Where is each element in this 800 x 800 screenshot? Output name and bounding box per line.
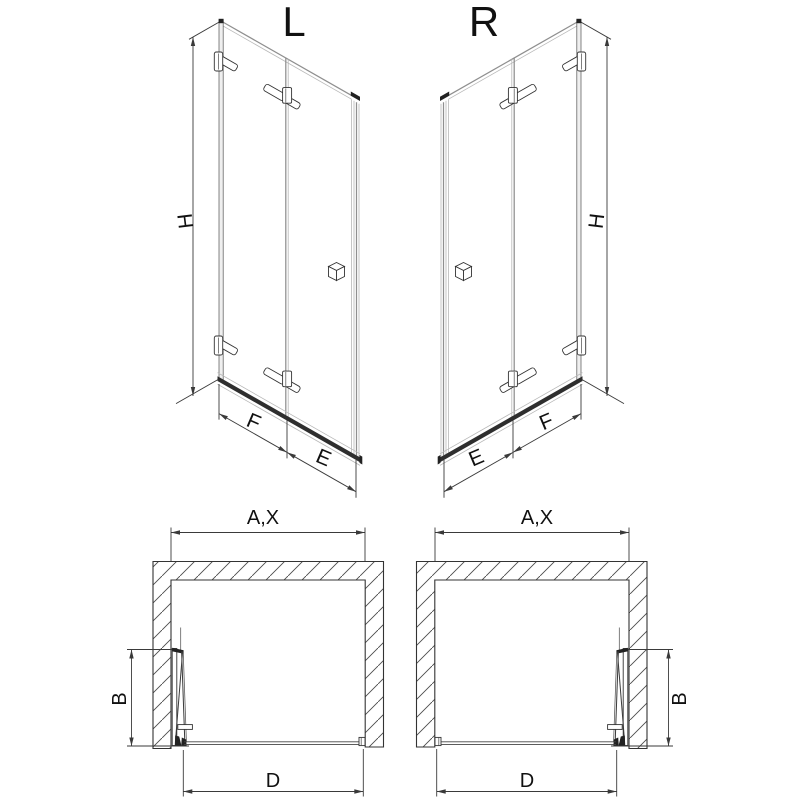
dim-label-width-plan-left: A,X (246, 507, 280, 529)
dim-label-height-right: H (584, 212, 610, 230)
dim-label-fold-panel-right: F (536, 408, 557, 436)
dim-label-depth-plan-left: B (109, 692, 131, 706)
plan-left-door (172, 628, 365, 746)
elevation-right-title: R (468, 0, 500, 45)
dim-label-opening-plan-left: D (265, 770, 281, 792)
elevation-left-door (173, 19, 362, 498)
dim-label-fold-panel-left: F (243, 408, 264, 436)
dim-label-depth-plan-right: B (669, 692, 691, 706)
dim-label-height-left: H (173, 212, 199, 230)
plan-right-door (435, 628, 628, 746)
elevation-right-door (438, 19, 624, 498)
dim-label-width-plan-right: A,X (520, 507, 554, 529)
plan-left-walls (153, 562, 384, 749)
dim-label-edge-panel-right: E (465, 444, 488, 472)
elevation-left-title: L (282, 0, 306, 45)
dim-label-edge-panel-left: E (312, 444, 335, 472)
dim-label-opening-plan-right: D (519, 770, 535, 792)
plan-right-walls (417, 562, 648, 749)
